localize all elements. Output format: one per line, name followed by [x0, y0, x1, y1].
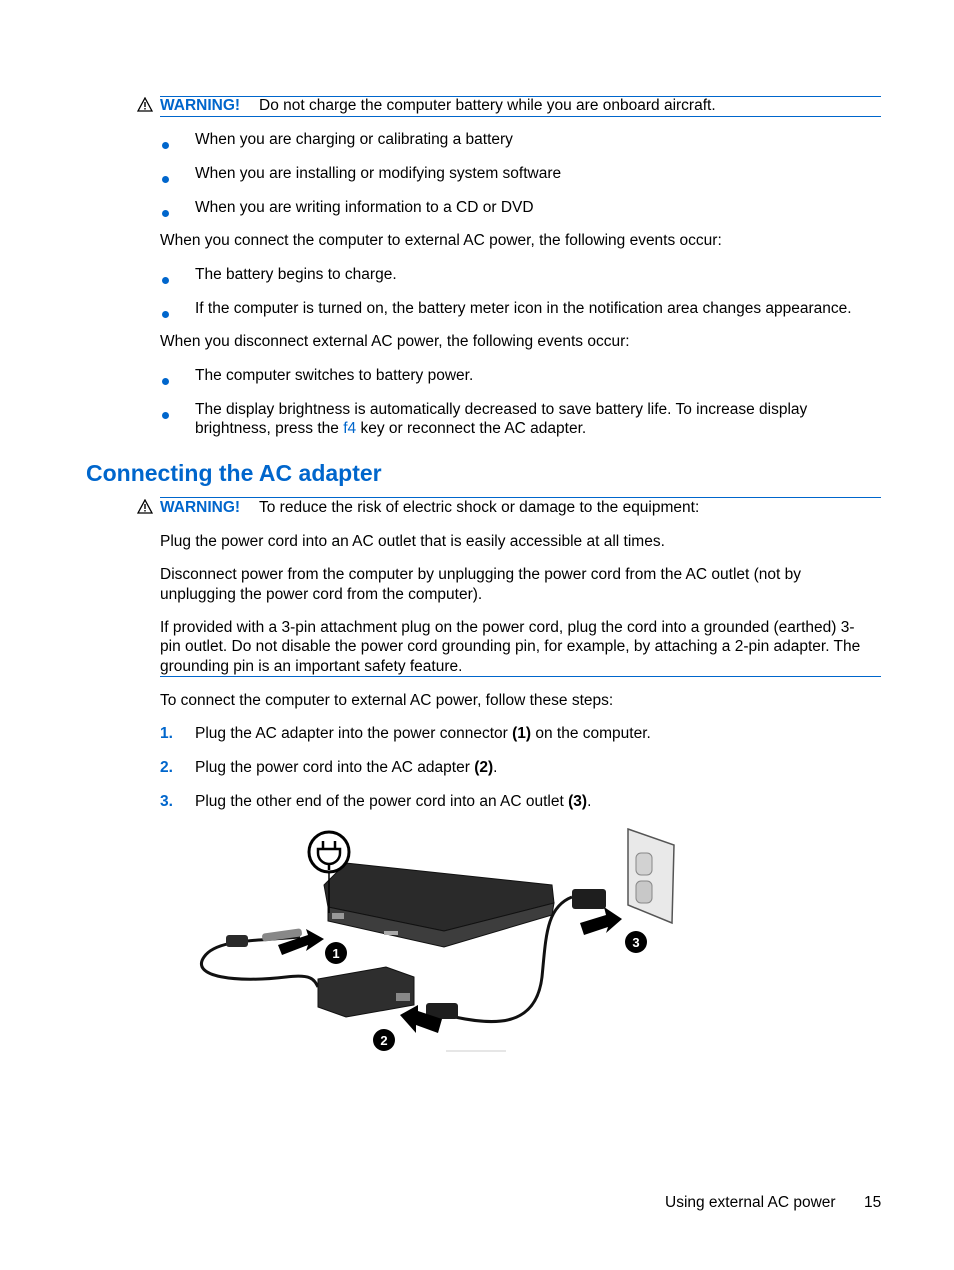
text-run: Plug the other end of the power cord into an AC outlet — [195, 793, 569, 810]
text-run: key or reconnect the AC adapter. — [356, 420, 587, 437]
step-text — [195, 758, 497, 777]
ac-adapter-illustration — [196, 827, 680, 1055]
warning-text: Do not charge the computer battery while you are onboard aircraft. — [259, 97, 716, 114]
step-number: 2. — [160, 759, 173, 776]
text-run: . — [493, 759, 498, 776]
arrow-callout-3 — [580, 907, 622, 935]
warning-paragraph: Disconnect power from the computer by unplugging the power cord from the AC outlet (not by — [160, 566, 802, 583]
warning-paragraph: unplugging the power cord from the computer). — [160, 586, 483, 603]
bullet — [162, 412, 169, 419]
warning-bottom-rule — [160, 676, 881, 677]
list-item: The display brightness is automatically decreased to save battery life. To increase display — [195, 401, 808, 418]
list-item: The battery begins to charge. — [195, 266, 397, 283]
callout-1-number: 1 — [332, 946, 340, 961]
warning-triangle-icon — [137, 97, 153, 112]
list-item: When you are charging or calibrating a battery — [195, 131, 513, 148]
warning-bottom-rule — [160, 116, 881, 117]
list-item: If the computer is turned on, the battery meter icon in the notification area changes appearance. — [195, 300, 852, 317]
cord-plug-wall-end — [572, 889, 606, 909]
bullet — [162, 378, 169, 385]
bullet — [162, 142, 169, 149]
bullet — [162, 277, 169, 284]
bullet — [162, 311, 169, 318]
bullet — [162, 176, 169, 183]
warning-label: WARNING! — [160, 499, 241, 516]
text-run: on the computer. — [531, 725, 651, 742]
bullet — [162, 210, 169, 217]
paragraph: When you connect the computer to external AC power, the following events occur: — [160, 232, 722, 249]
section-heading: Connecting the AC adapter — [86, 460, 382, 486]
text-run: Plug the power cord into the AC adapter — [195, 759, 475, 776]
text-run: brightness, press the — [195, 420, 344, 437]
wall-outlet — [628, 829, 674, 923]
list-item-continuation — [195, 419, 586, 438]
footer-section-title: Using external AC power — [665, 1194, 836, 1211]
paragraph: When you disconnect external AC power, the following events occur: — [160, 333, 630, 350]
laptop-computer — [324, 863, 554, 947]
callout-2-number: 2 — [380, 1033, 388, 1048]
warning-paragraph: grounding pin is an important safety feature. — [160, 658, 463, 675]
key-reference: f4 — [343, 420, 357, 437]
warning-label: WARNING! — [160, 97, 241, 114]
step-text — [195, 724, 651, 743]
callout-ref: (3) — [568, 793, 588, 810]
text-run: Plug the AC adapter into the power connector — [195, 725, 513, 742]
warning-triangle-icon — [137, 499, 153, 514]
ac-adapter-brick — [318, 967, 414, 1017]
warning-paragraph: If provided with a 3-pin attachment plug on the power cord, plug the cord into a grounded (earthed) 3- — [160, 619, 855, 636]
dc-plug — [226, 935, 248, 947]
warning-paragraph: pin outlet. Do not disable the power cord grounding pin, for example, by attaching a 2-pin adapter. The — [160, 638, 861, 655]
callout-3-number: 3 — [632, 935, 640, 950]
list-item: When you are installing or modifying system software — [195, 165, 562, 182]
list-item: When you are writing information to a CD or DVD — [195, 199, 534, 216]
callout-ref: (2) — [474, 759, 494, 776]
list-item: The computer switches to battery power. — [195, 367, 474, 384]
callout-ref: (1) — [512, 725, 532, 742]
step-number: 3. — [160, 793, 173, 810]
warning-text: To reduce the risk of electric shock or damage to the equipment: — [259, 499, 700, 516]
step-text — [195, 792, 591, 811]
text-run: . — [587, 793, 592, 810]
paragraph: To connect the computer to external AC power, follow these steps: — [160, 692, 614, 709]
warning-paragraph: Plug the power cord into an AC outlet that is easily accessible at all times. — [160, 533, 665, 550]
page-number: 15 — [864, 1194, 882, 1211]
step-number: 1. — [160, 725, 173, 742]
